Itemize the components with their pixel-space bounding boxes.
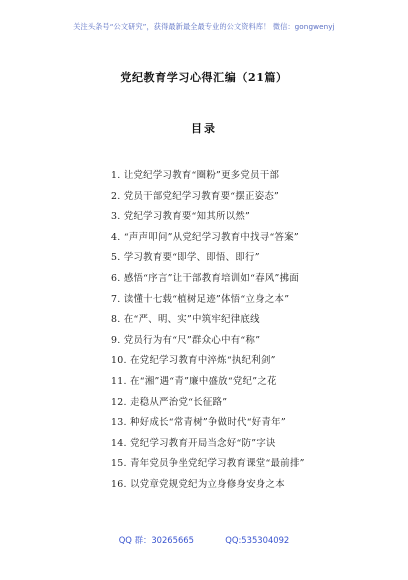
toc-heading: 目录 [191,122,217,135]
toc-item: 12. 走稳从严治党“长征路” [111,396,228,408]
toc-item: 3. 党纪学习教育要“知其所以然” [111,211,251,223]
toc-item: 13. 种好成长“常青树”争做时代“好青年” [111,417,286,429]
toc-item: 9. 党员行为有“尺”群众心中有“称” [111,334,261,346]
toc-item: 10. 在党纪学习教育中淬炼“执纪利剑” [111,355,276,367]
qq-group-number: QQ 群：30265665 [118,535,194,545]
table-of-contents [111,166,305,496]
toc-item: 14. 党纪学习教育开局当念好“防”字诀 [111,437,276,449]
toc-item: 16. 以党章党规党纪为立身修身安身之本 [111,478,285,490]
toc-item: 7. 读懂十七载“植树足迹”体悟“立身之本” [111,293,290,305]
toc-item: 11. 在“湘”遇“青”廉中盛放“党纪”之花 [111,375,277,387]
toc-item: 5. 学习教育要“即学、即悟、即行” [111,252,260,264]
document-title: 党纪教育学习心得汇编（21篇） [120,71,288,84]
toc-item: 15. 青年党员争坐党纪学习教育课堂“最前排” [111,458,305,470]
header-note: 关注头条号“公文研究”，获得最新最全最专业的公文资料库！ 微信：gongwenyj [73,22,335,31]
qq-number: QQ:535304092 [225,535,290,545]
toc-item: 2. 党员干部党纪学习教育要“摆正姿态” [111,190,280,202]
toc-item: 4. “声声叩问”从党纪学习教育中找寻“答案” [111,231,299,243]
footer-contact [0,534,408,546]
toc-item: 6. 感悟“序言”让干部教育培训如“春风”拂面 [111,272,299,284]
toc-item: 1. 让党纪学习教育“圈粉”更多党员干部 [111,170,280,181]
toc-item: 8. 在“严、明、实”中筑牢纪律底线 [111,314,260,326]
